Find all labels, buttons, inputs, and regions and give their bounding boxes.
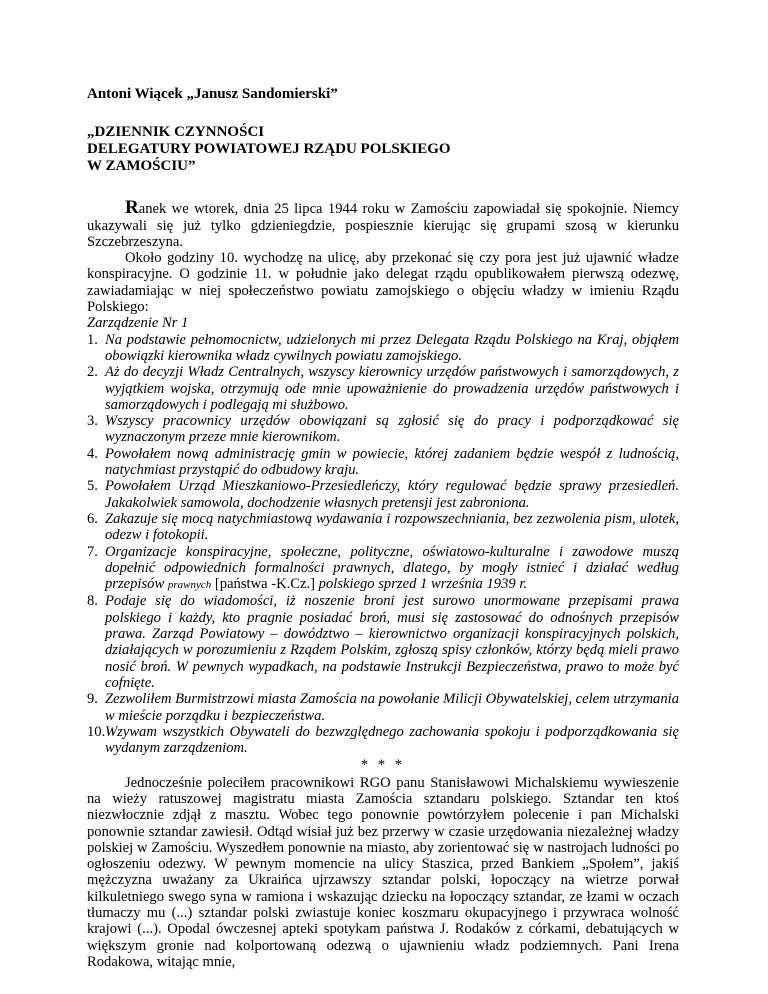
order-number: 8.: [87, 593, 98, 610]
order-number: 10.: [87, 723, 106, 740]
order-item-10: [87, 723, 679, 757]
order-text: Zakazuje się mocą natychmiastową wydawania i rozpowszechniania, bez zezwolenia pism, ulotek, odezw i fotokopii.: [105, 510, 679, 544]
order-item-5: [87, 478, 679, 511]
order-list: [87, 332, 679, 757]
order-number: 9.: [87, 691, 98, 708]
order-item-4: [87, 445, 679, 479]
order-number: 1.: [87, 331, 98, 348]
order-text: Podaje się do wiadomości, iż noszenie broni jest surowo unormowane przepisami prawa polskiego i każdy, kto pragnie posiadać broń, musi się zastosować do odnośnych przepisów prawa. Zarząd Powiatowy – dowództwo – kierownictwo organizacji konspiracyjnych polskich, działających w porozumieniu z Rządem Polskim, zgłoszą spisy członków, którzy będą mieli prawo nosić broń. W pewnych wypadkach, na podstawie Instrukcji Bezpieczeństwa, prawo to może być cofnięte.: [105, 593, 679, 691]
drop-cap: R: [125, 197, 139, 219]
order-number: 5.: [87, 478, 98, 495]
order-text-continued: polskiego sprzed 1 września 1939 r.: [318, 576, 528, 593]
order-number: 6.: [87, 510, 98, 527]
order-text: Zezwoliłem Burmistrzowi miasta Zamościa na powołanie Milicji Obywatelskiej, celem utrzymania w mieście porządku i bezpieczeństwa.: [105, 691, 679, 724]
order-item-7: [87, 543, 679, 594]
order-item-1: [87, 331, 679, 365]
order-item-2: [87, 364, 679, 413]
paragraph-1: [87, 197, 679, 250]
order-heading: Zarządzenie Nr 1: [87, 315, 189, 332]
editor-bracket-note: [państwa -K.Cz.]: [214, 576, 316, 593]
order-item-8: [87, 593, 679, 691]
document-title: [87, 124, 679, 175]
order-text: Aż do decyzji Władz Centralnych, wszyscy kierownicy urzędów państwowych i samorządowych, z wyjątkiem wojska, otrzymują ode mnie upoważnienie do prowadzenia urzędów państwowych i samorządowych i podlegają mi służbowo.: [105, 364, 679, 413]
order-number: 7.: [87, 543, 98, 560]
order-small-text: prawnych: [167, 579, 212, 592]
order-item-6: [87, 510, 679, 544]
document-page: [87, 86, 679, 970]
order-text: Wszyscy pracownicy urzędów obowiązani są zgłosić się do pracy i podporządkować się wyznaczonym przeze mnie kierownikom.: [105, 413, 679, 446]
order-number: 2.: [87, 364, 98, 381]
order-text: Na podstawie pełnomocnictw, udzielonych mi przez Delegata Rządu Polskiego na Kraj, objąłem obowiązki kierownika władz cywilnych powiatu zamojskiego.: [105, 331, 679, 364]
title-line-3: W ZAMOŚCIU”: [87, 158, 196, 175]
paragraph-1-text: anek we wtorek, dnia 25 lipca 1944 roku w Zamościu zapowiadał się spokojnie. Niemcy ukazywali się już tylko gdzieniegdzie, pospiesznie kierując się grupami szosą w kierunku Szczebrzeszyna.: [87, 201, 679, 250]
order-item-3: [87, 413, 679, 446]
order-item-9: [87, 691, 679, 724]
paragraph-3: Jednocześnie poleciłem pracownikowi RGO panu Stanisławowi Michalskiemu wywieszenie na wieży ratuszowej magistratu miasta Zamościa sztandaru polskiego. Sztandar ten ktoś niezwłocznie zdjął z masztu. Wobec tego ponownie powtórzyłem polecenie i pan Michalski ponownie sztandar zawiesił. Odtąd wisiał już bez przerwy w czasie urzędowania niezależnej władzy polskiej w Zamościu. Wyszedłem ponownie na miasto, aby zorientować się w nastrojach ludności po ogłoszeniu odezwy. W pewnym momencie na ulicy Staszica, przed Bankiem „Społem”, jakiś mężczyzna uważany za Ukraińca ujrzawszy sztandar polski, łopoczący na wietrze porwał kilkuletniego swego syna w ramiona i wskazując dziecku na łopoczący sztandar, ze łzami w oczach tłumaczy mu (...) sztandar polski zwiastuje koniec koszmaru okupacyjnego i przywraca wolność krajowi (...). Opodal ówczesnej apteki spotykam państwa J. Rodaków z córkami, debatujących w większym gronie nad kolportowaną odezwą o ujawnieniu władz podziemnych. Pani Irena Rodakowa, witając mnie,: [87, 774, 679, 970]
order-text: Powołałem nową administrację gmin w powiecie, której zadaniem będzie wespół z ludnością, natychmiast przystąpić do odbudowy kraju.: [105, 445, 679, 479]
section-separator: * * *: [360, 757, 406, 774]
paragraph-2: Około godziny 10. wychodzę na ulicę, aby przekonać się czy pora jest już ujawnić władze konspiracyjne. O godzinie 11. w południe jako delegat rządu opublikowałem pierwszą odezwę, zawiadamiając w niej społeczeństwo powiatu zamojskiego o objęciu władzy w imieniu Rządu Polskiego:: [87, 250, 679, 316]
title-line-1: „DZIENNIK CZYNNOŚCI: [87, 124, 265, 141]
order-text: Powołałem Urząd Mieszkaniowo-Przesiedleńczy, który regulować będzie sprawy przesiedleń. Jakakolwiek samowola, dochodzenie własnych pretensji jest zabroniona.: [105, 478, 679, 511]
order-number: 3.: [87, 413, 98, 430]
title-line-2: DELEGATURY POWIATOWEJ RZĄDU POLSKIEGO: [87, 141, 451, 158]
order-text: Organizacje konspiracyjne, społeczne, polityczne, oświatowo-kulturalne i zawodowe muszą dopełnić odpowiednich formalności prawnych, dlatego, by mogły istnieć i działać według przepisów: [105, 543, 679, 593]
author-line: Antoni Wiącek „Janusz Sandomierski”: [87, 86, 338, 102]
order-text: Wzywam wszystkich Obywateli do bezwzględnego zachowania spokoju i podporządkowania się wydanym zarządzeniom.: [105, 723, 679, 757]
order-number: 4.: [87, 445, 98, 462]
